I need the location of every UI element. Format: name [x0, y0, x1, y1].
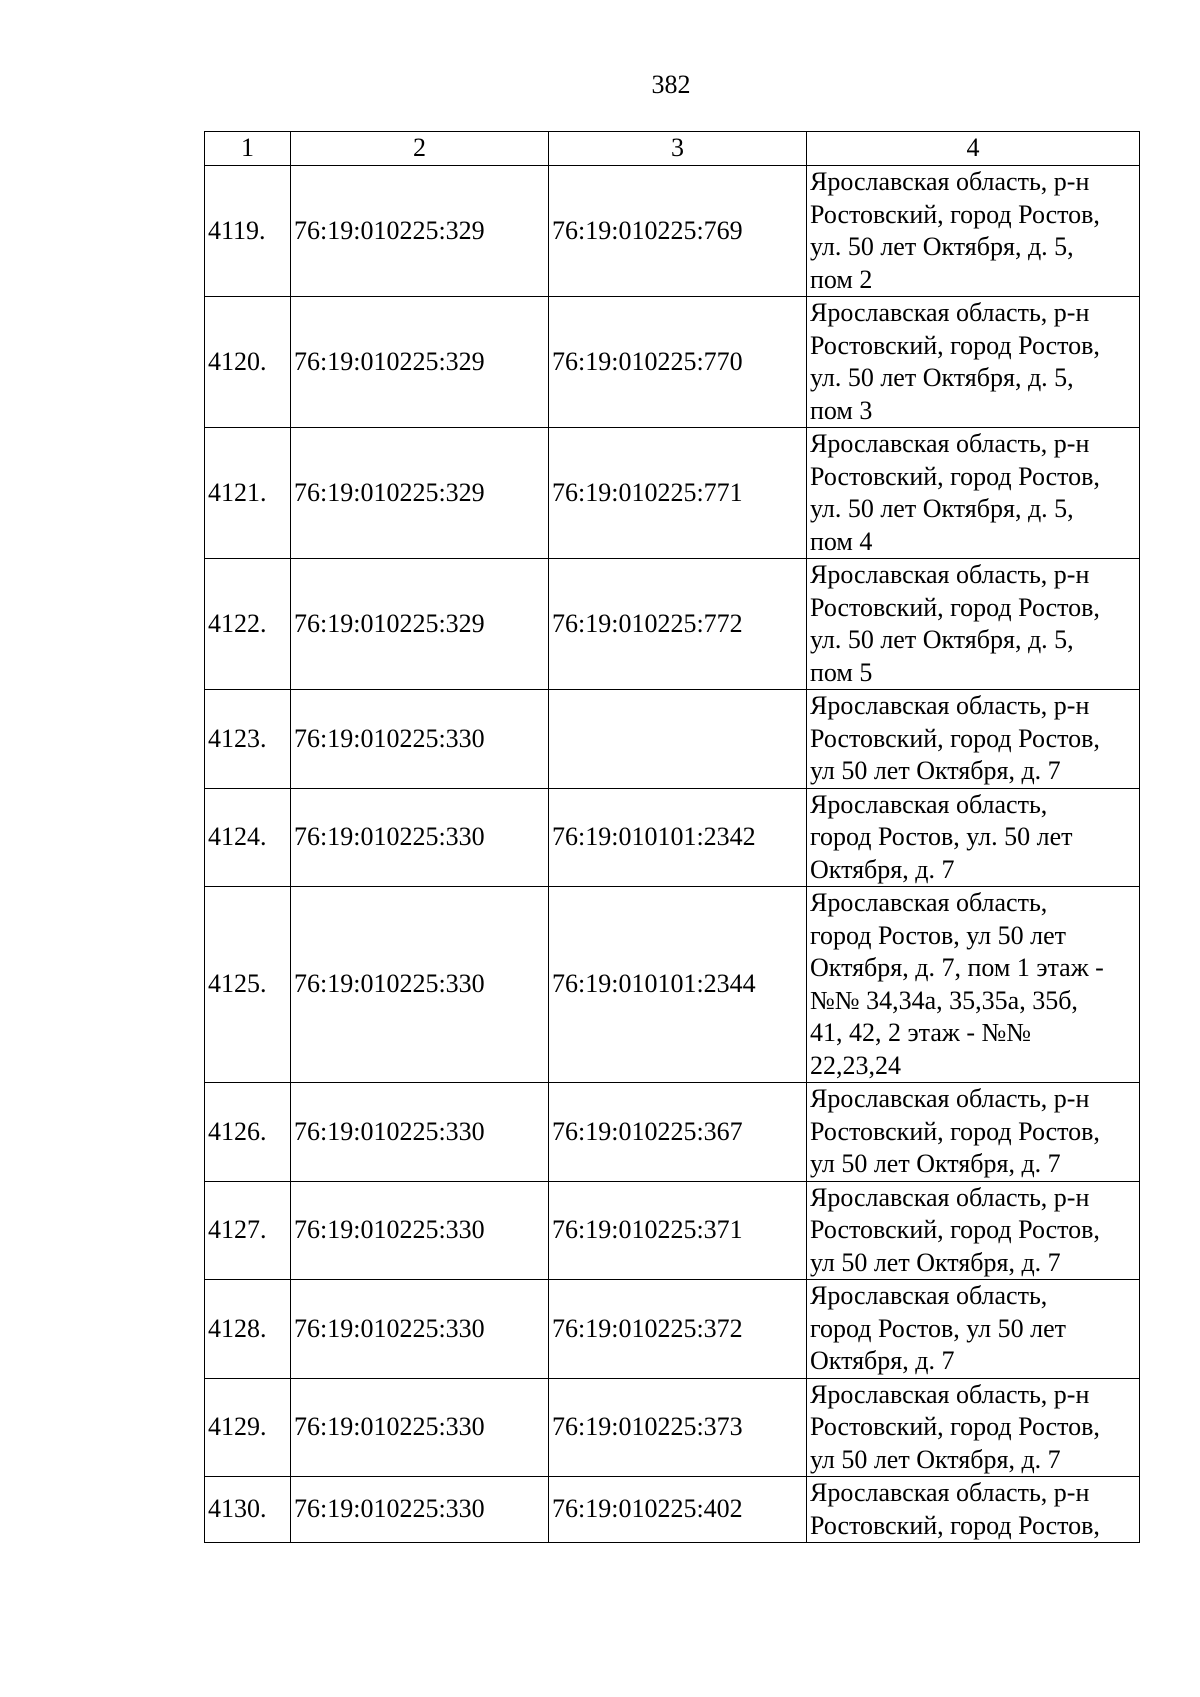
row-number-cell: 4121.	[205, 428, 291, 559]
address-cell	[807, 690, 1140, 789]
object-number-cell: 76:19:010225:372	[549, 1280, 807, 1379]
column-header-2: 2	[291, 132, 549, 166]
column-header-4: 4	[807, 132, 1140, 166]
address-line: Ярославская область, р-н	[810, 1084, 1090, 1113]
row-number-cell: 4126.	[205, 1083, 291, 1182]
address-line: Ярославская область, р-н	[810, 691, 1090, 720]
address-cell	[807, 559, 1140, 690]
address-line: Ростовский, город Ростов,	[810, 330, 1100, 360]
registry-table	[204, 131, 1140, 1543]
address-cell	[807, 887, 1140, 1083]
parcel-number-cell: 76:19:010225:329	[291, 559, 549, 690]
object-number-cell: 76:19:010225:769	[549, 166, 807, 297]
row-number-cell: 4125.	[205, 887, 291, 1083]
table-row	[205, 788, 1140, 887]
address-line: ул 50 лет Октября, д. 7	[810, 1149, 1061, 1178]
column-header-3: 3	[549, 132, 807, 166]
parcel-number-cell: 76:19:010225:330	[291, 887, 549, 1083]
address-line: ул. 50 лет Октября, д. 5,	[810, 232, 1074, 261]
row-number-cell: 4122.	[205, 559, 291, 690]
parcel-number-cell: 76:19:010225:329	[291, 428, 549, 559]
table-row	[205, 887, 1140, 1083]
address-line: Ярославская область,	[810, 789, 1048, 819]
object-number-cell: 76:19:010225:367	[549, 1083, 807, 1182]
address-cell	[807, 1477, 1140, 1543]
parcel-number-cell: 76:19:010225:330	[291, 1477, 549, 1543]
address-line: пом 5	[810, 657, 873, 687]
parcel-number-cell: 76:19:010225:330	[291, 1181, 549, 1280]
address-line: город Ростов, ул 50 лет	[810, 1313, 1067, 1343]
address-line: Октября, д. 7	[810, 854, 955, 884]
address-cell	[807, 1181, 1140, 1280]
address-line: Ярославская область,	[810, 1281, 1048, 1310]
row-number-cell: 4127.	[205, 1181, 291, 1280]
address-line: ул 50 лет Октября, д. 7	[810, 756, 1061, 785]
table-row	[205, 690, 1140, 789]
address-line: Ярославская область, р-н	[810, 1379, 1090, 1409]
address-line: ул 50 лет Октября, д. 7	[810, 1444, 1061, 1474]
table-row	[205, 428, 1140, 559]
object-number-cell: 76:19:010225:402	[549, 1477, 807, 1543]
address-line: Октября, д. 7	[810, 1346, 955, 1375]
address-line: Ростовский, город Ростов,	[810, 1215, 1100, 1244]
address-line: Ярославская область, р-н	[810, 1182, 1090, 1212]
parcel-number-cell: 76:19:010225:329	[291, 297, 549, 428]
column-header-1: 1	[205, 132, 291, 166]
table-row	[205, 166, 1140, 297]
table-row	[205, 1477, 1140, 1543]
table-row	[205, 1280, 1140, 1379]
address-line: Ростовский, город Ростов,	[810, 1116, 1100, 1146]
address-cell	[807, 428, 1140, 559]
object-number-cell	[549, 690, 807, 789]
address-line: 22,23,24	[810, 1050, 901, 1080]
parcel-number-cell: 76:19:010225:330	[291, 690, 549, 789]
address-line: Ярославская область, р-н	[810, 298, 1090, 327]
page-number: 382	[651, 70, 691, 99]
address-line: Ростовский, город Ростов,	[810, 1412, 1100, 1441]
object-number-cell: 76:19:010225:371	[549, 1181, 807, 1280]
parcel-number-cell: 76:19:010225:330	[291, 1378, 549, 1477]
address-cell	[807, 1280, 1140, 1379]
row-number-cell: 4119.	[205, 166, 291, 297]
address-line: ул. 50 лет Октября, д. 5,	[810, 625, 1074, 654]
address-line: Октября, д. 7, пом 1 этаж -	[810, 953, 1104, 982]
object-number-cell: 76:19:010225:770	[549, 297, 807, 428]
address-cell	[807, 1378, 1140, 1477]
address-line: пом 2	[810, 264, 873, 294]
address-line: Ростовский, город Ростов,	[810, 461, 1100, 491]
object-number-cell: 76:19:010225:772	[549, 559, 807, 690]
row-number-cell: 4124.	[205, 788, 291, 887]
address-cell	[807, 788, 1140, 887]
address-line: Ростовский, город Ростов,	[810, 199, 1100, 229]
object-number-cell: 76:19:010225:373	[549, 1378, 807, 1477]
address-cell	[807, 297, 1140, 428]
address-line: пом 4	[810, 526, 873, 556]
object-number-cell: 76:19:010101:2344	[549, 887, 807, 1083]
table-row	[205, 297, 1140, 428]
address-line: пом 3	[810, 395, 873, 425]
address-line: №№ 34,34а, 35,35а, 35б,	[810, 985, 1078, 1015]
address-line: Ростовский, город Ростов,	[810, 723, 1100, 753]
address-line: Ярославская область, р-н	[810, 167, 1090, 196]
address-line: Ростовский, город Ростов,	[810, 1510, 1100, 1540]
parcel-number-cell: 76:19:010225:330	[291, 788, 549, 887]
address-line: Ярославская область, р-н	[810, 429, 1090, 458]
table-row	[205, 1181, 1140, 1280]
object-number-cell: 76:19:010101:2342	[549, 788, 807, 887]
address-line: город Ростов, ул. 50 лет	[810, 822, 1073, 851]
address-line: ул. 50 лет Октября, д. 5,	[810, 494, 1074, 523]
row-number-cell: 4130.	[205, 1477, 291, 1543]
parcel-number-cell: 76:19:010225:329	[291, 166, 549, 297]
address-line: 41, 42, 2 этаж - №№	[810, 1018, 1032, 1047]
object-number-cell: 76:19:010225:771	[549, 428, 807, 559]
row-number-cell: 4120.	[205, 297, 291, 428]
parcel-number-cell: 76:19:010225:330	[291, 1083, 549, 1182]
table-row	[205, 1083, 1140, 1182]
address-line: ул. 50 лет Октября, д. 5,	[810, 363, 1074, 392]
table-body	[205, 166, 1140, 1543]
row-number-cell: 4128.	[205, 1280, 291, 1379]
table-row	[205, 1378, 1140, 1477]
address-line: Ярославская область,	[810, 888, 1048, 917]
address-line: город Ростов, ул 50 лет	[810, 920, 1067, 950]
table-row	[205, 559, 1140, 690]
table-header-row	[205, 132, 1140, 166]
parcel-number-cell: 76:19:010225:330	[291, 1280, 549, 1379]
address-cell	[807, 1083, 1140, 1182]
address-line: ул 50 лет Октября, д. 7	[810, 1247, 1061, 1277]
address-line: Ярославская область, р-н	[810, 560, 1090, 589]
address-line: Ярославская область, р-н	[810, 1478, 1090, 1507]
address-cell	[807, 166, 1140, 297]
row-number-cell: 4129.	[205, 1378, 291, 1477]
address-line: Ростовский, город Ростов,	[810, 592, 1100, 622]
row-number-cell: 4123.	[205, 690, 291, 789]
